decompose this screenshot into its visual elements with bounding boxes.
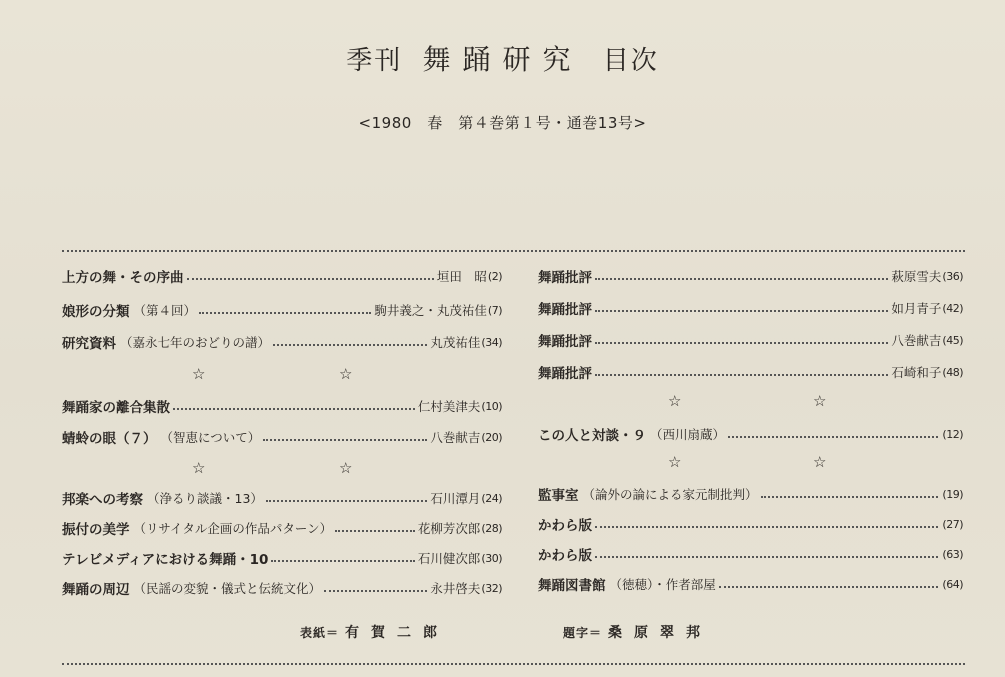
star-icon: ☆ bbox=[339, 459, 353, 477]
entry-page: (12) bbox=[942, 427, 963, 441]
toc-entry[interactable] bbox=[538, 573, 963, 595]
star-icon: ☆ bbox=[192, 459, 206, 477]
star-icon: ☆ bbox=[339, 365, 353, 383]
star-divider bbox=[538, 453, 963, 473]
toc-entry[interactable] bbox=[62, 547, 502, 569]
star-icon: ☆ bbox=[668, 453, 682, 471]
toc-entry[interactable] bbox=[62, 265, 502, 287]
entry-page: (64) bbox=[942, 577, 963, 591]
entry-author: 垣田 昭 bbox=[436, 269, 487, 284]
entry-title: 邦楽への考察 bbox=[62, 492, 143, 508]
entry-subtitle: （西川扇蔵） bbox=[650, 427, 726, 442]
entry-author: 丸茂祐佳 bbox=[430, 335, 481, 350]
entry-subtitle: （民謡の変貌・儀式と伝統文化） bbox=[133, 581, 322, 596]
cover-credit bbox=[300, 622, 449, 642]
dot-leader bbox=[595, 374, 888, 376]
dot-leader bbox=[263, 439, 427, 441]
entry-title: 監事室 bbox=[538, 488, 579, 504]
entry-subtitle: （リサイタル企画の作品パターン） bbox=[133, 521, 333, 536]
entry-author: 萩原雪夫 bbox=[891, 269, 942, 284]
entry-page: (20) bbox=[481, 430, 502, 444]
entry-title: 上方の舞・その序曲 bbox=[62, 270, 184, 286]
caption-credit-name: 桑原翠邦 bbox=[608, 625, 713, 641]
dot-leader bbox=[728, 436, 938, 438]
entry-title: この人と対談・９ bbox=[538, 428, 646, 444]
dot-leader bbox=[273, 344, 427, 346]
issue-info: <1980 春 第４巻第１号・通巻13号> bbox=[358, 114, 647, 132]
entry-page: (27) bbox=[942, 517, 963, 531]
entry-title: 舞踊の周辺 bbox=[62, 582, 130, 598]
entry-page: (45) bbox=[942, 333, 963, 347]
toc-entry[interactable] bbox=[538, 423, 963, 445]
toc-entry[interactable] bbox=[62, 426, 502, 448]
star-divider bbox=[62, 459, 502, 479]
entry-title: 舞踊批評 bbox=[538, 270, 592, 286]
top-dotted-rule bbox=[62, 250, 965, 252]
entry-author: 花柳芳次郎 bbox=[417, 521, 481, 536]
toc-entry[interactable] bbox=[62, 577, 502, 599]
entry-title: 舞踊批評 bbox=[538, 366, 592, 382]
entry-author: 永井啓夫 bbox=[430, 581, 481, 596]
toc-entry[interactable] bbox=[62, 299, 502, 321]
entry-author: 石川潭月 bbox=[430, 491, 481, 506]
toc-entry[interactable] bbox=[538, 483, 963, 505]
entry-subtitle: （第４回） bbox=[133, 303, 197, 318]
entry-page: (63) bbox=[942, 547, 963, 561]
dot-leader bbox=[595, 310, 888, 312]
toc-entry[interactable] bbox=[62, 331, 502, 353]
toc-entry[interactable] bbox=[538, 513, 963, 535]
toc-entry[interactable] bbox=[62, 487, 502, 509]
entry-title: かわら版 bbox=[538, 518, 592, 534]
entry-subtitle: （論外の論による家元制批判） bbox=[582, 487, 758, 502]
dot-leader bbox=[173, 408, 415, 410]
entry-title: かわら版 bbox=[538, 548, 592, 564]
entry-page: (30) bbox=[481, 551, 502, 565]
entry-title: 舞踊家の離合集散 bbox=[62, 400, 170, 416]
cover-credit-label: 表紙＝ bbox=[300, 626, 340, 640]
caption-credit bbox=[563, 622, 712, 642]
dot-leader bbox=[595, 278, 888, 280]
dot-leader bbox=[187, 278, 434, 280]
entry-author: 仁村美津夫 bbox=[417, 399, 481, 414]
entry-page: (42) bbox=[942, 301, 963, 315]
dot-leader bbox=[324, 590, 427, 592]
star-icon: ☆ bbox=[192, 365, 206, 383]
entry-author: 八巻献吉 bbox=[891, 333, 942, 348]
entry-subtitle: （徳穂）・作者部屋 bbox=[609, 577, 716, 592]
toc-entry[interactable] bbox=[62, 395, 502, 417]
entry-page: (32) bbox=[481, 581, 502, 595]
entry-subtitle: （嘉永七年のおどりの譜） bbox=[120, 335, 271, 350]
cover-credit-name: 有賀二郎 bbox=[345, 625, 450, 641]
caption-credit-label: 題字＝ bbox=[563, 626, 603, 640]
entry-subtitle: （浄るり談議・13） bbox=[147, 491, 263, 506]
page-title bbox=[0, 38, 1005, 78]
dot-leader bbox=[271, 560, 414, 562]
entry-subtitle: （智恵について） bbox=[160, 430, 261, 445]
dot-leader bbox=[719, 586, 939, 588]
entry-author: 駒井義之・丸茂祐佳 bbox=[374, 303, 487, 318]
title-prefix: 季刊 bbox=[346, 46, 403, 76]
entry-author: 石崎和子 bbox=[891, 365, 942, 380]
entry-page: (7) bbox=[487, 303, 502, 317]
entry-title: 研究資料 bbox=[62, 336, 116, 352]
entry-author: 如月青子 bbox=[891, 301, 942, 316]
star-divider bbox=[62, 365, 502, 385]
entry-page: (2) bbox=[487, 269, 502, 283]
entry-title: 振付の美学 bbox=[62, 522, 130, 538]
title-suffix: 目次 bbox=[602, 46, 659, 76]
entry-page: (24) bbox=[481, 491, 502, 505]
star-divider bbox=[538, 392, 963, 412]
toc-entry[interactable] bbox=[538, 297, 963, 319]
entry-title: 舞踊批評 bbox=[538, 302, 592, 318]
entry-page: (48) bbox=[942, 365, 963, 379]
entry-title: 舞踊図書館 bbox=[538, 578, 606, 594]
toc-entry[interactable] bbox=[538, 361, 963, 383]
entry-title: 舞踊批評 bbox=[538, 334, 592, 350]
entry-title: テレビメディアにおける舞踊・10 bbox=[62, 552, 269, 568]
title-brand: 舞踊研究 bbox=[422, 43, 583, 76]
entry-page: (34) bbox=[481, 335, 502, 349]
dot-leader bbox=[335, 530, 415, 532]
dot-leader bbox=[595, 556, 938, 558]
dot-leader bbox=[761, 496, 939, 498]
entry-author: 八巻献吉 bbox=[430, 430, 481, 445]
toc-entry[interactable] bbox=[62, 517, 502, 539]
entry-page: (36) bbox=[942, 269, 963, 283]
toc-entry[interactable] bbox=[538, 543, 963, 565]
dot-leader bbox=[595, 342, 888, 344]
entry-title: 蜻蛉の眼（７） bbox=[62, 431, 157, 447]
entry-page: (28) bbox=[481, 521, 502, 535]
entry-title: 娘形の分類 bbox=[62, 304, 130, 320]
bottom-dotted-rule bbox=[62, 663, 965, 665]
star-icon: ☆ bbox=[813, 453, 827, 471]
entry-author: 石川健次郎 bbox=[417, 551, 481, 566]
star-icon: ☆ bbox=[668, 392, 682, 410]
entry-page: (10) bbox=[481, 399, 502, 413]
star-icon: ☆ bbox=[813, 392, 827, 410]
dot-leader bbox=[595, 526, 938, 528]
toc-entry[interactable] bbox=[538, 329, 963, 351]
dot-leader bbox=[199, 312, 371, 314]
toc-entry[interactable] bbox=[538, 265, 963, 287]
dot-leader bbox=[266, 500, 427, 502]
entry-page: (19) bbox=[942, 487, 963, 501]
